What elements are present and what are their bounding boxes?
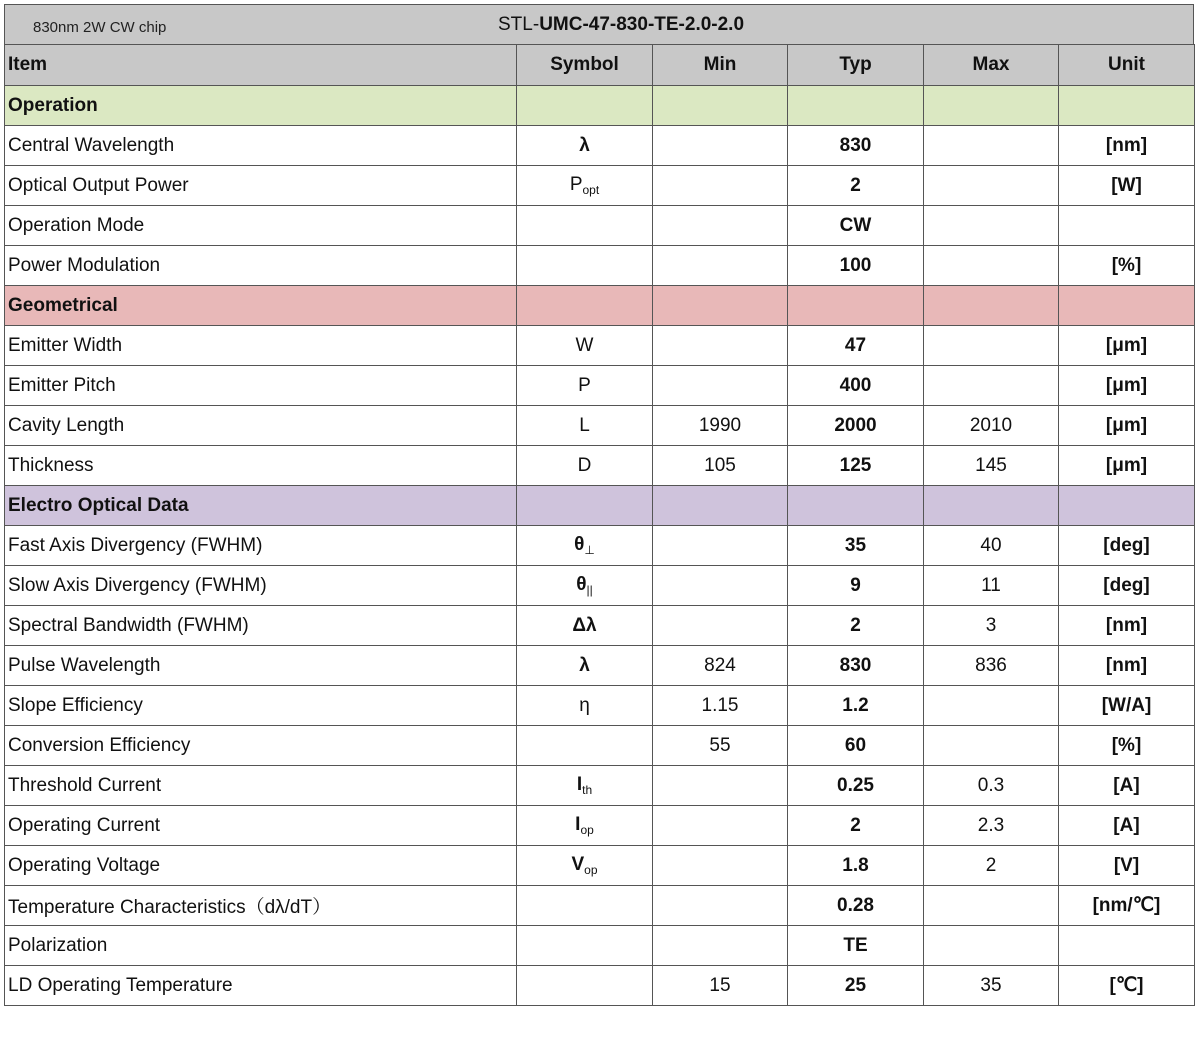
item-cell: Slope Efficiency: [5, 686, 517, 726]
section-filler-cell: [924, 286, 1059, 326]
section-row: [5, 486, 1195, 526]
typ-cell: 2: [788, 606, 924, 646]
max-cell: 3: [924, 606, 1059, 646]
item-cell: Fast Axis Divergency (FWHM): [5, 526, 517, 566]
max-cell: [924, 246, 1059, 286]
table-row: [5, 406, 1195, 446]
table-row: [5, 606, 1195, 646]
typ-cell: TE: [788, 926, 924, 966]
min-cell: [653, 766, 788, 806]
table-row: [5, 806, 1195, 846]
item-cell: Pulse Wavelength: [5, 646, 517, 686]
section-title: Electro Optical Data: [5, 486, 517, 526]
table-row: [5, 366, 1195, 406]
section-filler-cell: [924, 486, 1059, 526]
table-row: [5, 926, 1195, 966]
spec-sheet: [4, 4, 1194, 1006]
typ-cell: 2: [788, 166, 924, 206]
item-cell: Polarization: [5, 926, 517, 966]
symbol-subscript: th: [582, 783, 593, 797]
min-cell: [653, 566, 788, 606]
typ-cell: 35: [788, 526, 924, 566]
table-row: [5, 966, 1195, 1006]
max-cell: [924, 166, 1059, 206]
min-cell: [653, 886, 788, 926]
section-filler-cell: [653, 286, 788, 326]
table-row: [5, 726, 1195, 766]
max-cell: [924, 886, 1059, 926]
symbol-subscript: op: [584, 863, 598, 877]
table-row: [5, 206, 1195, 246]
symbol-cell: Δλ: [517, 606, 653, 646]
table-row: [5, 886, 1195, 926]
unit-cell: [%]: [1059, 246, 1195, 286]
section-title: Operation: [5, 86, 517, 126]
typ-cell: 0.25: [788, 766, 924, 806]
typ-cell: 2000: [788, 406, 924, 446]
item-cell: Cavity Length: [5, 406, 517, 446]
item-cell: Threshold Current: [5, 766, 517, 806]
item-cell: Operating Current: [5, 806, 517, 846]
section-row: [5, 286, 1195, 326]
max-cell: 836: [924, 646, 1059, 686]
table-row: [5, 686, 1195, 726]
min-cell: 105: [653, 446, 788, 486]
typ-cell: 2: [788, 806, 924, 846]
item-cell: Operation Mode: [5, 206, 517, 246]
unit-cell: [nm]: [1059, 606, 1195, 646]
section-title: Geometrical: [5, 286, 517, 326]
unit-cell: [nm/℃]: [1059, 886, 1195, 926]
section-filler-cell: [653, 486, 788, 526]
unit-cell: [μm]: [1059, 406, 1195, 446]
min-cell: [653, 246, 788, 286]
min-cell: 55: [653, 726, 788, 766]
header-min: Min: [653, 45, 788, 86]
symbol-cell: $\theta_{||}$: [517, 566, 653, 606]
symbol-cell: $I_{th}$: [517, 766, 653, 806]
max-cell: [924, 366, 1059, 406]
min-cell: [653, 606, 788, 646]
section-filler-cell: [788, 486, 924, 526]
symbol-cell: L: [517, 406, 653, 446]
typ-cell: CW: [788, 206, 924, 246]
unit-cell: [V]: [1059, 846, 1195, 886]
typ-cell: 1.8: [788, 846, 924, 886]
symbol-cell: $V_{op}$: [517, 846, 653, 886]
unit-cell: [W/A]: [1059, 686, 1195, 726]
symbol-cell: λ: [517, 646, 653, 686]
section-filler-cell: [1059, 486, 1195, 526]
symbol-cell: W: [517, 326, 653, 366]
model-number: UMC-47-830-TE-2.0-2.0: [539, 14, 745, 35]
table-row: [5, 166, 1195, 206]
unit-cell: [1059, 206, 1195, 246]
header-max: Max: [924, 45, 1059, 86]
chip-description: 830nm 2W CW chip: [33, 19, 167, 36]
typ-cell: 0.28: [788, 886, 924, 926]
symbol-cell: [517, 726, 653, 766]
symbol-subscript: ||: [586, 583, 593, 597]
min-cell: 824: [653, 646, 788, 686]
item-cell: Operating Voltage: [5, 846, 517, 886]
table-row: [5, 326, 1195, 366]
model-title: [498, 14, 744, 36]
item-cell: Temperature Characteristics（dλ/dT）: [5, 886, 517, 926]
item-cell: Optical Output Power: [5, 166, 517, 206]
symbol-subscript: ⊥: [584, 543, 595, 557]
typ-cell: 60: [788, 726, 924, 766]
min-cell: [653, 126, 788, 166]
unit-cell: [μm]: [1059, 366, 1195, 406]
max-cell: [924, 686, 1059, 726]
max-cell: 0.3: [924, 766, 1059, 806]
item-cell: Thickness: [5, 446, 517, 486]
item-cell: Power Modulation: [5, 246, 517, 286]
header-symbol: Symbol: [517, 45, 653, 86]
table-row: [5, 766, 1195, 806]
section-filler-cell: [653, 86, 788, 126]
unit-cell: [A]: [1059, 806, 1195, 846]
min-cell: [653, 206, 788, 246]
header-item: Item: [5, 45, 517, 86]
typ-cell: 830: [788, 126, 924, 166]
section-filler-cell: [788, 86, 924, 126]
symbol-subscript: opt: [582, 183, 600, 197]
header-unit: Unit: [1059, 45, 1195, 86]
unit-cell: [1059, 926, 1195, 966]
section-filler-cell: [517, 286, 653, 326]
unit-cell: [A]: [1059, 766, 1195, 806]
item-cell: Central Wavelength: [5, 126, 517, 166]
symbol-subscript: op: [580, 823, 594, 837]
table-row: [5, 246, 1195, 286]
table-row: [5, 646, 1195, 686]
unit-cell: [μm]: [1059, 446, 1195, 486]
title-bar: [4, 4, 1194, 44]
typ-cell: 830: [788, 646, 924, 686]
unit-cell: [W]: [1059, 166, 1195, 206]
section-filler-cell: [517, 86, 653, 126]
typ-cell: 1.2: [788, 686, 924, 726]
min-cell: 1990: [653, 406, 788, 446]
typ-cell: 25: [788, 966, 924, 1006]
item-cell: Emitter Width: [5, 326, 517, 366]
min-cell: [653, 926, 788, 966]
min-cell: 15: [653, 966, 788, 1006]
spec-table: [4, 44, 1195, 1006]
symbol-cell: [517, 246, 653, 286]
section-filler-cell: [1059, 286, 1195, 326]
max-cell: 2: [924, 846, 1059, 886]
max-cell: 40: [924, 526, 1059, 566]
max-cell: [924, 206, 1059, 246]
min-cell: [653, 326, 788, 366]
item-cell: Emitter Pitch: [5, 366, 517, 406]
symbol-cell: $P_{opt}$: [517, 166, 653, 206]
symbol-cell: [517, 966, 653, 1006]
symbol-cell: P: [517, 366, 653, 406]
model-prefix: STL-: [498, 14, 540, 35]
item-cell: LD Operating Temperature: [5, 966, 517, 1006]
min-cell: [653, 526, 788, 566]
table-row: [5, 566, 1195, 606]
unit-cell: [deg]: [1059, 526, 1195, 566]
max-cell: 35: [924, 966, 1059, 1006]
min-cell: 1.15: [653, 686, 788, 726]
min-cell: [653, 846, 788, 886]
min-cell: [653, 166, 788, 206]
symbol-cell: $\theta_\perp$: [517, 526, 653, 566]
section-filler-cell: [924, 86, 1059, 126]
spec-table-body: [5, 45, 1195, 1006]
table-row: [5, 446, 1195, 486]
max-cell: [924, 326, 1059, 366]
typ-cell: 9: [788, 566, 924, 606]
max-cell: [924, 726, 1059, 766]
symbol-cell: D: [517, 446, 653, 486]
item-cell: Slow Axis Divergency (FWHM): [5, 566, 517, 606]
section-filler-cell: [517, 486, 653, 526]
typ-cell: 47: [788, 326, 924, 366]
max-cell: 11: [924, 566, 1059, 606]
symbol-cell: [517, 206, 653, 246]
min-cell: [653, 806, 788, 846]
typ-cell: 400: [788, 366, 924, 406]
unit-cell: [deg]: [1059, 566, 1195, 606]
section-filler-cell: [788, 286, 924, 326]
section-filler-cell: [1059, 86, 1195, 126]
max-cell: 2010: [924, 406, 1059, 446]
header-typ: Typ: [788, 45, 924, 86]
table-row: [5, 526, 1195, 566]
item-cell: Spectral Bandwidth (FWHM): [5, 606, 517, 646]
unit-cell: [μm]: [1059, 326, 1195, 366]
min-cell: [653, 366, 788, 406]
symbol-cell: $I_{op}$: [517, 806, 653, 846]
max-cell: 145: [924, 446, 1059, 486]
symbol-cell: η: [517, 686, 653, 726]
symbol-cell: λ: [517, 126, 653, 166]
header-row: [5, 45, 1195, 86]
max-cell: [924, 926, 1059, 966]
typ-cell: 100: [788, 246, 924, 286]
typ-cell: 125: [788, 446, 924, 486]
max-cell: 2.3: [924, 806, 1059, 846]
max-cell: [924, 126, 1059, 166]
section-row: [5, 86, 1195, 126]
symbol-cell: [517, 926, 653, 966]
symbol-cell: [517, 886, 653, 926]
unit-cell: [%]: [1059, 726, 1195, 766]
unit-cell: [nm]: [1059, 646, 1195, 686]
item-cell: Conversion Efficiency: [5, 726, 517, 766]
table-row: [5, 846, 1195, 886]
unit-cell: [nm]: [1059, 126, 1195, 166]
unit-cell: [℃]: [1059, 966, 1195, 1006]
table-row: [5, 126, 1195, 166]
